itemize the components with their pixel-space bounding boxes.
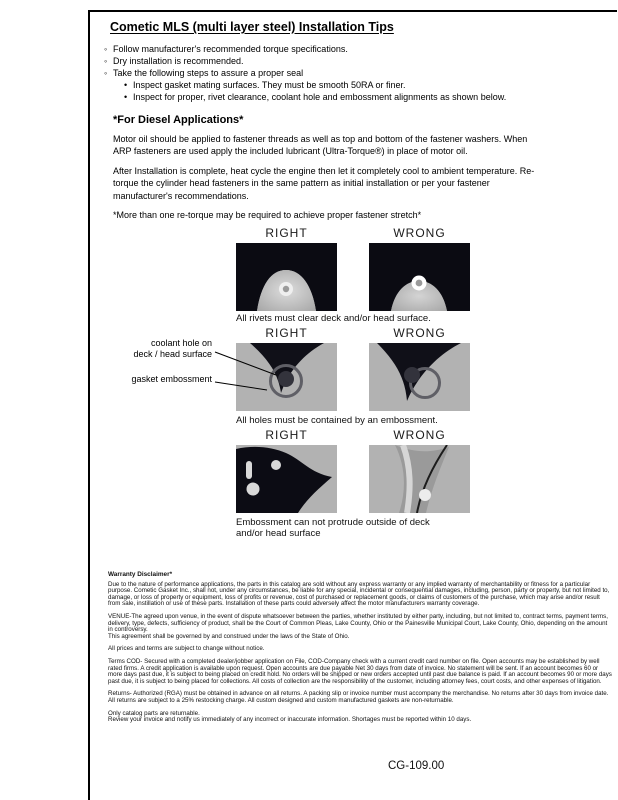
tip-subitem [124,79,544,91]
open-bullet-icon: ◦ [104,56,108,66]
holes-right-illustration [236,343,337,411]
tip-text: Take the following steps to assure a proper seal [113,68,304,78]
diesel-paragraph-2: After Installation is complete, heat cycle the engine then let it completely cool to ambient temperature. Re-torque the cylinder head fasteners in the same pattern as initial installation or per your fastener manufacturer's recommendations. [113,165,535,201]
tip-item [104,43,544,55]
wrong-label: WRONG [393,226,446,240]
open-bullet-icon: ◦ [104,68,108,78]
coolant-hole-icon [404,367,420,383]
embossment-wrong-illustration [369,445,470,513]
warranty-section [108,572,613,730]
diesel-heading: *For Diesel Applications* [113,114,244,126]
tip-item [104,67,544,79]
filled-bullet-icon: • [124,80,128,90]
warranty-paragraph-returns: Returns- Authorized (RGA) must be obtained in advance on all returns. A packing slip or invoice number must accompany the merchandise. No returns after 30 days from invoice date. All returns are subject to a 25% restocking charge. All custom designed and custom manufactured gaskets are non-returnable. [108,690,609,704]
bolt-hole-icon [271,460,281,470]
embossment-right-illustration [236,445,337,513]
retorque-note: *More than one re-torque may be required to achieve proper fastener stretch* [113,210,422,220]
figure-holes-wrong [369,343,470,411]
figure-rivet-right [236,243,337,311]
slot-icon [246,461,252,479]
holes-wrong-illustration [369,343,470,411]
diesel-paragraph-1: Motor oil should be applied to fastener threads as well as top and bottom of the fastener washers. When ARP fasteners are used apply the included lubricant (Ultra-Torque®) in place of motor oil. [113,133,528,156]
rivet-wrong-illustration [369,243,470,311]
bolt-hole-icon [419,489,431,501]
right-label: RIGHT [265,326,308,340]
right-label: RIGHT [265,226,308,240]
wrong-label: WRONG [393,428,446,442]
figure-embossment-wrong [369,445,470,513]
gasket-embossment-label: gasket embossment [131,374,212,384]
warranty-paragraph-terms: Terms COD- Secured with a completed dealer/jobber application on File, COD-Company check with a current credit card number on file. Open accounts may be established by well rated firms. A credit application is available upon request. Open accounts are due payable Net 30 days from date of invoice. No statement will be sent. If an account becomes 60 or more days past due, it is subject to being placed on credit hold. No orders will be shipped or new orders accepted until past due balance is paid. If an account becomes 90 or more days past due, it is subject to being placed for collections. All costs of collection are the responsibility of the customer, including attorney fees, court costs, and other expenses of litigation. [108,657,612,685]
warranty-paragraph-review: Review your invoice and notify us immediately of any incorrect or inaccurate information. Shortages must be reported within 10 days. [108,716,472,724]
warranty-paragraph-prices: All prices and terms are subject to change without notice. [108,645,265,653]
filled-bullet-icon: • [124,92,128,102]
figure-embossment-right [236,445,337,513]
holes-caption: All holes must be contained by an embossment. [236,415,438,426]
open-bullet-icon: ◦ [104,44,108,54]
page-title: Cometic MLS (multi layer steel) Installation Tips [110,20,394,34]
tip-subitem [124,91,544,103]
warranty-paragraph-governed: This agreement shall be governed by and construed under the laws of the State of Ohio. [108,632,350,640]
wrong-label: WRONG [393,326,446,340]
diesel-section [113,114,545,229]
tip-text: Inspect for proper, rivet clearance, coolant hole and embossment alignments as shown below. [133,92,507,102]
tip-item [104,55,544,67]
warranty-paragraph-nature: Due to the nature of performance applications, the parts in this catalog are sold without any express warranty or any implied warranty of merchantability or fitness for a particular purpose. Cometic Gasket Inc., shall not, under any circumstances, be liable for any special, incidental or consequential damages, including, person, party or property, but not limited to, damage, or loss of property or equipment, loss of profits or revenue, cost of purchased or replacement goods, or claims of customers of the purchase, which may arise and/or result from sale, instillation or use of these parts. Installation of these parts could adversely affect the motor manufacturers warranty coverage. [108,580,610,608]
tip-text: Dry installation is recommended. [113,56,244,66]
bolt-hole-icon [247,483,260,496]
tip-text: Follow manufacturer's recommended torque specifications. [113,44,348,54]
embossment-caption: Embossment can not protrude outside of deck and/or head surface [236,517,430,539]
warranty-paragraph-catalog: Only catalog parts are returnable. [108,709,200,717]
coolant-hole-label: coolant hole on deck / head surface [133,338,212,359]
tip-text: Inspect gasket mating surfaces. They must be smooth 50RA or finer. [133,80,406,90]
rivet-right-illustration [236,243,337,311]
tips-list [104,43,544,103]
warranty-heading: Warranty Disclaimer* [108,571,173,578]
figure-rivet-wrong [369,243,470,311]
doc-code: CG-109.00 [388,760,445,772]
warranty-paragraph-venue: VENUE-The agreed upon venue, in the event of dispute whatsoever between the parties, whether instituted by either party, including, but not limited to, contract terms, payment terms, delivery, type, defects, sufficiency of product, shall be the Court of Common Pleas, Lake County, Ohio or the Painesville Municipal Court, Lake County, Ohio, depending on the amount in controversy. [108,612,608,634]
coolant-hole-icon [278,371,294,387]
rivet-caption: All rivets must clear deck and/or head surface. [236,313,431,324]
figure-holes-right [236,343,337,411]
right-label: RIGHT [265,428,308,442]
